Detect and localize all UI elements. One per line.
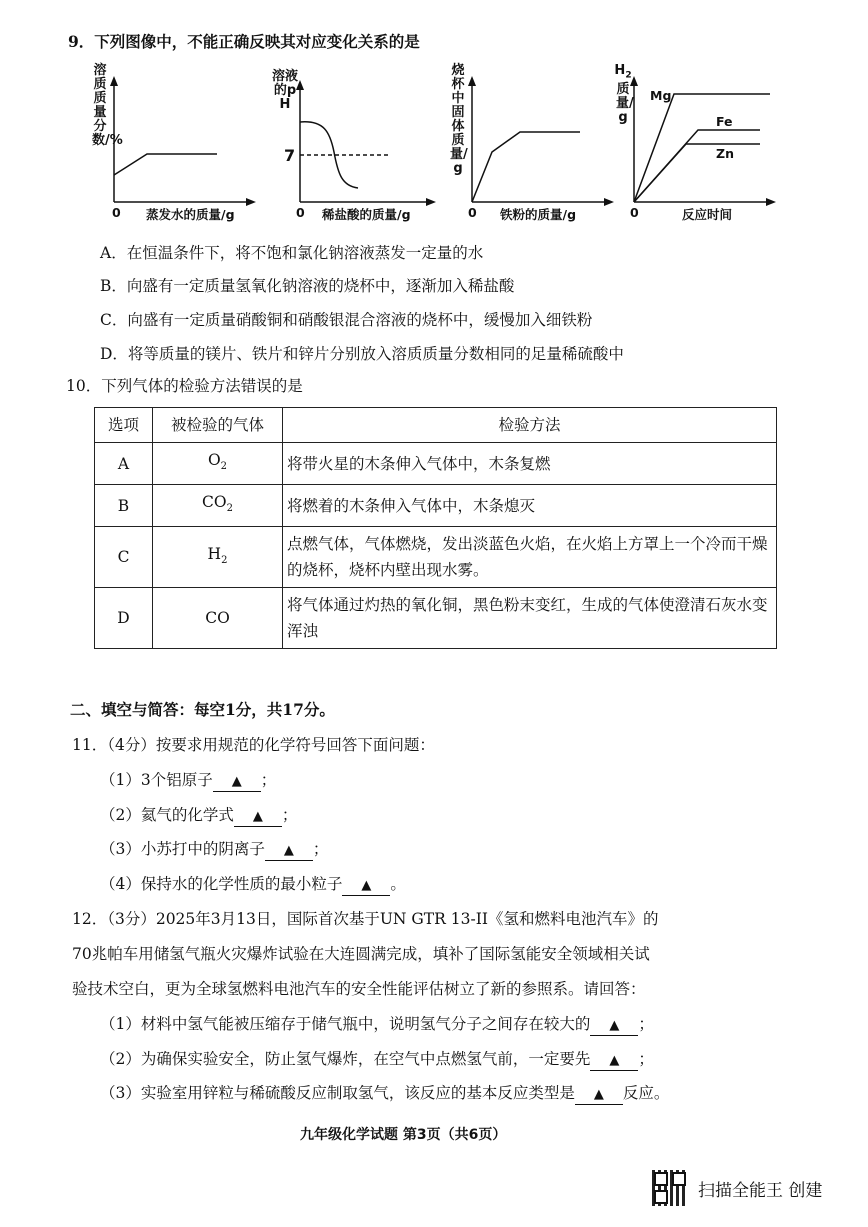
q11-item-3: （3）小苏打中的阴离子 ▲ ； (100, 837, 328, 861)
graph-1-xlabel: 蒸发水的质量/g (146, 207, 235, 222)
row-gas: CO (153, 588, 283, 649)
q9-option-a: A．在恒温条件下，将不饱和氯化钠溶液蒸发一定量的水 (100, 244, 484, 262)
row-method: 点燃气体，气体燃烧，发出淡蓝色火焰，在火焰上方罩上一个冷而干燥的烧杯，烧杯内壁出现水雾。 (283, 527, 777, 588)
row-option: B (95, 485, 153, 527)
header-method: 检验方法 (283, 408, 777, 443)
row-option: D (95, 588, 153, 649)
series-mg-label: Mg (650, 88, 672, 103)
qr-code-icon (652, 1170, 688, 1206)
answer-blank[interactable]: ▲ (590, 1050, 638, 1071)
q9-option-d: D．将等质量的镁片、铁片和锌片分别放入溶质质量分数相同的足量稀硫酸中 (100, 345, 624, 363)
q11-item-1: （1）3个铝原子 ▲ ； (100, 768, 276, 792)
table-header-row (95, 408, 777, 443)
q11-item-2: （2）氦气的化学式 ▲ ； (100, 803, 297, 827)
q11-stem: 11．（4分）按要求用规范的化学符号回答下面问题： (72, 736, 435, 754)
page-footer: 九年级化学试题 第3页（共6页） (300, 1127, 507, 1143)
graph-3-ylabel: 烧杯中固体质量/g (450, 63, 468, 176)
answer-blank[interactable]: ▲ (575, 1084, 623, 1105)
q12-line-3: 验技术空白，更为全球氢燃料电池汽车的安全性能评估树立了新的参照系。请回答： (72, 980, 646, 998)
graph-3-origin: 0 (468, 205, 477, 220)
answer-blank[interactable]: ▲ (265, 840, 313, 861)
q9-option-c: C．向盛有一定质量硝酸铜和硝酸银混合溶液的烧杯中，缓慢加入细铁粉 (100, 311, 593, 329)
row-option: A (95, 443, 153, 485)
graph-1-ylabel: 溶质质量分数/% (92, 63, 123, 148)
q11-item-4: （4）保持水的化学性质的最小粒子 ▲ 。 (100, 872, 406, 896)
row-method: 将燃着的木条伸入气体中，木条熄灭 (283, 485, 777, 527)
graph-4-xlabel: 反应时间 (682, 207, 733, 222)
table-row (95, 443, 777, 485)
row-gas: $O_2$ (153, 443, 283, 485)
answer-blank[interactable]: ▲ (234, 806, 282, 827)
q12-line-2: 70兆帕车用储氢气瓶火灾爆炸试验在大连圆满完成，填补了国际氢能安全领域相关试 (72, 945, 650, 963)
q12-item-2: （2）为确保实验安全，防止氢气爆炸，在空气中点燃氢气前，一定要先 ▲ ； (100, 1047, 654, 1071)
header-option: 选项 (95, 408, 153, 443)
q10-stem: 10．下列气体的检验方法错误的是 (66, 377, 303, 395)
q9-stem: 9．下列图像中，不能正确反映其对应变化关系的是 (68, 32, 420, 51)
row-gas: $CO_2$ (153, 485, 283, 527)
graph-2-mark: 7 (284, 146, 296, 165)
table-row (95, 588, 777, 649)
gas-test-table (94, 407, 777, 649)
answer-blank[interactable]: ▲ (213, 771, 261, 792)
q12-line-1: 12．（3分）2025年3月13日，国际首次基于UN GTR 13-II《氢和燃料电池汽车》的 (72, 910, 659, 928)
row-method: 将带火星的木条伸入气体中，木条复燃 (283, 443, 777, 485)
graph-3-xlabel: 铁粉的质量/g (500, 207, 577, 222)
row-method: 将气体通过灼热的氧化铜，黑色粉末变红，生成的气体使澄清石灰水变浑浊 (283, 588, 777, 649)
row-option: C (95, 527, 153, 588)
graph-4-origin: 0 (630, 205, 639, 220)
graph-2-xlabel: 稀盐酸的质量/g (322, 207, 411, 222)
series-zn-label: Zn (716, 146, 734, 161)
section-2-heading: 二、填空与简答：每空1分，共17分。 (70, 700, 335, 719)
table-row (95, 485, 777, 527)
graph-2-ylabel: 溶液的pH (272, 69, 299, 112)
graph-1-origin: 0 (112, 205, 121, 220)
row-gas: $H_2$ (153, 527, 283, 588)
scanner-watermark: 扫描全能王 创建 (698, 1181, 823, 1201)
series-fe-label: Fe (716, 114, 733, 129)
graph-4-ylabel: $H_2$ 质量/g (614, 63, 634, 125)
q9-option-b: B．向盛有一定质量氢氧化钠溶液的烧杯中，逐渐加入稀盐酸 (100, 277, 515, 295)
header-gas: 被检验的气体 (153, 408, 283, 443)
q12-item-1: （1）材料中氢气能被压缩存于储气瓶中，说明氢气分子之间存在较大的 ▲ ； (100, 1012, 654, 1036)
graph-2-origin: 0 (296, 205, 305, 220)
answer-blank[interactable]: ▲ (342, 875, 390, 896)
q12-item-3: （3）实验室用锌粒与稀硫酸反应制取氢气，该反应的基本反应类型是 ▲ 反应。 (100, 1081, 669, 1105)
table-row (95, 527, 777, 588)
answer-blank[interactable]: ▲ (590, 1015, 638, 1036)
